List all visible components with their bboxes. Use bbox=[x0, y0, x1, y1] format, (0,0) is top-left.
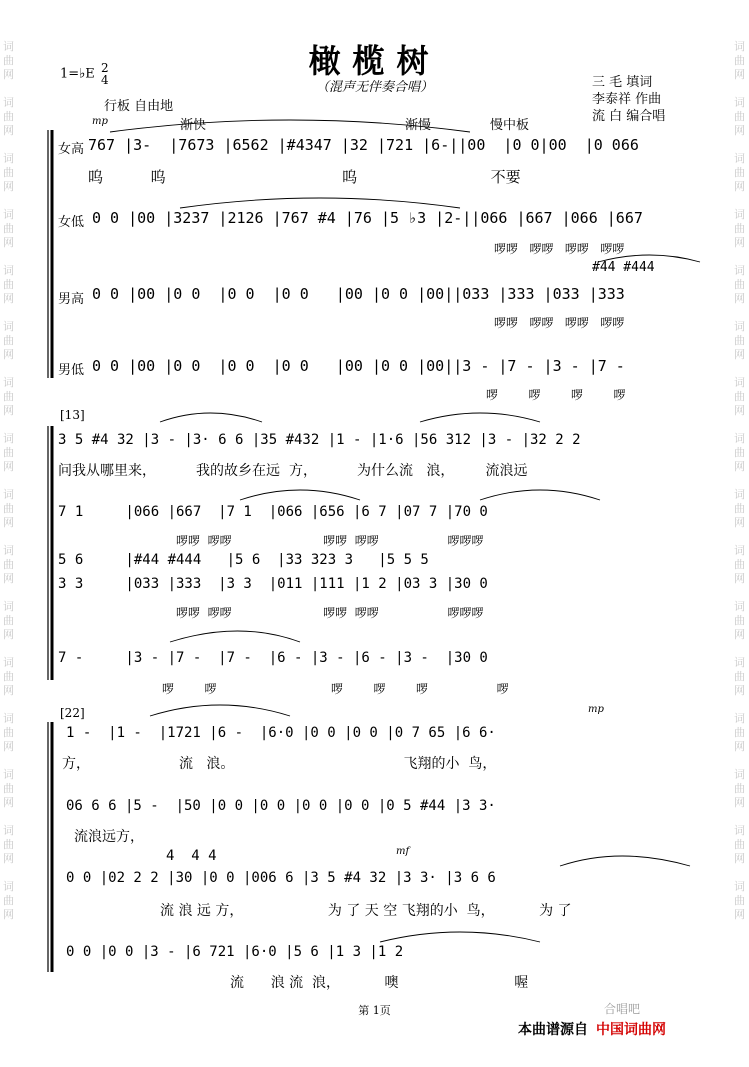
watermark-left: 词 曲 网 词 曲 网 词 曲 网 词 曲 网 词 曲 网 词 曲 网 词 曲 网 词 曲 网 词 曲 网 词 曲 网 词 曲 网 词 曲 网 词 曲 网 词 曲 网 词 曲 网 词 曲 网 bbox=[3, 40, 14, 921]
slur-1 bbox=[110, 120, 470, 132]
source-label: 本曲谱源自 bbox=[518, 1022, 588, 1038]
system3-measure-number: [22] bbox=[60, 706, 85, 720]
choir-logo-text: 合唱吧 bbox=[604, 1002, 641, 1016]
system1-soprano-lyrics: 呜 呜 呜 不要 bbox=[88, 168, 521, 186]
slur-9 bbox=[150, 705, 290, 716]
dynamic-mark-3: mp bbox=[588, 704, 604, 715]
credit-composer: 李泰祥 作曲 bbox=[592, 92, 662, 107]
time-top: 2 bbox=[100, 61, 109, 75]
voice-label-alto: 女低 bbox=[58, 215, 85, 230]
system1-tenor-lyrics: 啰啰 啰啰 啰啰 啰啰 bbox=[494, 316, 625, 330]
voice-label-tenor: 男高 bbox=[58, 292, 85, 307]
system3-tenor-upper-notes: 4 4 4 bbox=[166, 848, 217, 864]
system3-alto-lyrics: 流浪远方， bbox=[74, 829, 144, 845]
tempo-marking-1: 行板 自由地 bbox=[104, 99, 174, 114]
slur-10 bbox=[560, 856, 690, 866]
system1-bass-notes: 0 0 |00 |0 0 |0 0 |0 0 |00 |0 0 |00||3 - |7 - |3 - |7 - bbox=[92, 357, 625, 375]
time-bottom: 4 bbox=[100, 73, 109, 87]
watermark-right: 词 曲 网 词 曲 网 词 曲 网 词 曲 网 词 曲 网 词 曲 网 词 曲 网 词 曲 网 词 曲 网 词 曲 网 词 曲 网 词 曲 网 词 曲 网 词 曲 网 词 曲 网 词 曲 网 bbox=[734, 40, 745, 921]
system1-bass-lyrics: 啰 啰 啰 啰 bbox=[486, 388, 626, 402]
system2-measure-number: [13] bbox=[60, 408, 85, 422]
system2-tenor-notes: 3 3 |033 |333 |3 3 |011 |111 |1 2 |03 3 |30 0 bbox=[58, 576, 488, 592]
system2-bass-notes: 7 - |3 - |7 - |7 - |6 - |3 - |6 - |3 - |30 0 bbox=[58, 650, 488, 666]
tempo-marking-3: 渐慢 bbox=[405, 118, 432, 133]
dynamic-mark-1: mp bbox=[92, 116, 108, 127]
system2-tenor-lyrics: 啰啰 啰啰 啰啰 啰啰 啰啰啰 bbox=[176, 606, 484, 620]
slur-5 bbox=[420, 413, 540, 422]
credit-arranger: 流 白 编合唱 bbox=[592, 109, 666, 124]
system2-soprano-notes: 3 5 #4 32 |3 - |3· 6 6 |35 #432 |1 - |1·6 |56 312 |3 - |32 2 2 bbox=[58, 432, 581, 448]
page-title: 橄榄树 bbox=[308, 42, 441, 80]
system3-bass-lyrics: 流 浪 流 浪， 噢 喔 bbox=[230, 975, 529, 991]
system2-soprano-lyrics: 问我从哪里来， 我的故乡在远 方， 为什么流 浪， 流浪远 bbox=[58, 463, 528, 479]
system1-soprano-notes: 767 |3- |7673 |6562 |#4347 |32 |721 |6-||00 |0 0|00 |0 066 bbox=[88, 136, 639, 154]
page-number: 第 1页 bbox=[358, 1004, 391, 1017]
system2-alto-notes: 7 1 |066 |667 |7 1 |066 |656 |6 7 |07 7 |70 0 bbox=[58, 504, 488, 520]
slur-2 bbox=[180, 198, 460, 208]
system3-tenor-lyrics: 流 浪 远 方， 为 了 天 空 飞翔的小 鸟， 为 了 bbox=[160, 903, 572, 919]
system1-tenor-notes: 0 0 |00 |0 0 |0 0 |0 0 |00 |0 0 |00||033 |333 |033 |333 bbox=[92, 285, 625, 303]
system1-tenor-upper-notes: #44 #444 bbox=[592, 260, 655, 275]
key-label: 1=♭E bbox=[60, 66, 95, 82]
system3-soprano-notes: 1 - |1 - |1721 |6 - |6·0 |0 0 |0 0 |0 7 65 |6 6· bbox=[66, 725, 496, 741]
system2-bass-lyrics: 啰 啰 啰 啰 啰 啰 bbox=[162, 682, 509, 696]
system3-alto-notes: 06 6 6 |5 - |50 |0 0 |0 0 |0 0 |0 0 |0 5 #44 |3 3· bbox=[66, 798, 496, 814]
voice-label-bass: 男低 bbox=[58, 363, 85, 378]
slur-6 bbox=[240, 490, 360, 500]
slur-8 bbox=[170, 631, 300, 642]
voice-label-soprano: 女高 bbox=[58, 142, 85, 157]
tempo-marking-4: 慢中板 bbox=[490, 118, 530, 133]
slur-7 bbox=[480, 490, 600, 500]
system3-bass-notes: 0 0 |0 0 |3 - |6 721 |6·0 |5 6 |1 3 |1 2 bbox=[66, 944, 404, 960]
slur-11 bbox=[380, 932, 540, 942]
system1-alto-notes: 0 0 |00 |3237 |2126 |767 #4 |76 |5 ♭3 |2-||066 |667 |066 |667 bbox=[92, 209, 643, 227]
system2-alto-lyrics: 啰啰 啰啰 啰啰 啰啰 啰啰啰 bbox=[176, 534, 484, 548]
slur-4 bbox=[160, 413, 262, 422]
system1-alto-lyrics: 啰啰 啰啰 啰啰 啰啰 bbox=[494, 242, 625, 256]
source-credit bbox=[518, 1019, 666, 1039]
system3-tenor-notes: 0 0 |02 2 2 |30 |0 0 |006 6 |3 5 #4 32 |3 3· |3 6 6 bbox=[66, 870, 496, 886]
tempo-marking-2: 渐快 bbox=[180, 118, 207, 133]
system3-soprano-lyrics: 方， 流 浪。 飞翔的小 鸟， bbox=[62, 756, 497, 772]
system2-tenor-upper-notes: 5 6 |#44 #444 |5 6 |33 323 3 |5 5 5 bbox=[58, 552, 429, 568]
page-subtitle: （混声无伴奏合唱） bbox=[315, 80, 433, 95]
dynamic-mark-2: mf bbox=[396, 846, 410, 857]
source-site: 中国词曲网 bbox=[596, 1022, 666, 1038]
credit-lyricist: 三 毛 填词 bbox=[592, 75, 653, 90]
